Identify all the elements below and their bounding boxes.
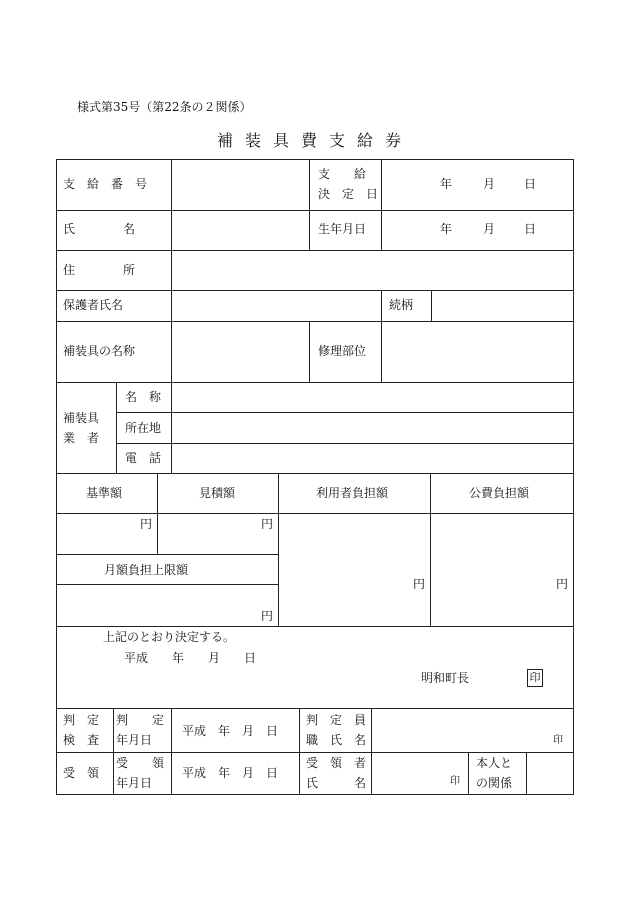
- support-number-field[interactable]: [172, 160, 309, 210]
- col-estimate-amount: 見積額: [199, 486, 236, 500]
- label-guardian-name: 保護者氏名: [63, 298, 124, 312]
- vendor-name-field[interactable]: [172, 383, 573, 412]
- decision-day-unit: 日: [524, 177, 537, 191]
- col-divider: [113, 708, 114, 794]
- standard-yen-unit: 円: [140, 517, 153, 531]
- label-monthly-cap: 月額負担上限額: [104, 563, 189, 577]
- monthly-cap-field[interactable]: [57, 585, 278, 626]
- decision-statement: 上記のとおり決定する。: [103, 630, 236, 644]
- public-share-field[interactable]: [431, 514, 573, 626]
- form-number-label: 様式第35号（第22条の２関係）: [77, 100, 252, 114]
- label-vendor-1: 補装具: [63, 411, 100, 425]
- row-divider: [56, 210, 574, 211]
- label-birthdate: 生年月日: [318, 222, 367, 236]
- label-judge-date-1: 判 定: [116, 713, 165, 727]
- relationship-field[interactable]: [432, 291, 573, 321]
- label-repair-part: 修理部位: [318, 344, 367, 358]
- monthly-cap-yen-unit: 円: [261, 609, 274, 623]
- col-divider: [309, 159, 310, 250]
- col-divider: [309, 321, 310, 382]
- border-top: [56, 159, 574, 160]
- label-vendor-location: 所在地: [125, 421, 162, 435]
- estimate-amount-field[interactable]: [158, 514, 278, 554]
- repair-part-field[interactable]: [382, 322, 573, 382]
- label-judge-1: 判 定: [63, 713, 100, 727]
- col-divider: [381, 290, 382, 321]
- border-right: [573, 159, 574, 795]
- page-title: 補装具費支給券: [216, 131, 413, 150]
- label-receipt: 受 領: [63, 766, 100, 780]
- estimate-yen-unit: 円: [261, 517, 274, 531]
- decision-date: 平成 年 月 日: [124, 651, 257, 665]
- label-judge-2: 検 査: [63, 733, 100, 747]
- user-share-yen-unit: 円: [413, 577, 426, 591]
- row-divider: [56, 752, 574, 753]
- row-divider: [56, 554, 278, 555]
- label-receipt-date-2: 年月日: [116, 776, 153, 790]
- label-judge-date-2: 年月日: [116, 733, 153, 747]
- label-address: 住 所: [63, 263, 136, 277]
- col-user-share-amount: 利用者負担額: [316, 486, 389, 500]
- birth-day-unit: 日: [524, 222, 537, 236]
- row-divider: [56, 473, 574, 474]
- birth-year-unit: 年: [440, 222, 453, 236]
- receipt-date: 平成 年 月 日: [182, 766, 279, 780]
- birth-month-unit: 月: [483, 222, 496, 236]
- label-relationship: 続柄: [389, 298, 414, 312]
- receiver-seal-mark: 印: [450, 776, 460, 787]
- row-divider: [56, 626, 574, 627]
- col-standard-amount: 基準額: [86, 486, 123, 500]
- address-field[interactable]: [172, 251, 573, 290]
- judge-staff-field[interactable]: [372, 709, 573, 752]
- col-public-share-amount: 公費負担額: [469, 486, 530, 500]
- label-device-name: 補装具の名称: [63, 344, 136, 358]
- vendor-location-field[interactable]: [172, 413, 573, 443]
- border-left: [56, 159, 57, 795]
- col-divider: [116, 382, 117, 473]
- vendor-phone-field[interactable]: [172, 444, 573, 473]
- label-relation-to-person-2: の関係: [476, 776, 513, 790]
- judge-date: 平成 年 月 日: [182, 724, 279, 738]
- label-vendor-phone: 電 話: [125, 451, 162, 465]
- col-divider: [468, 752, 469, 794]
- col-divider: [299, 708, 300, 794]
- mayor-seal: 印: [527, 669, 543, 687]
- label-judge-staff-1: 判 定 員: [306, 713, 367, 727]
- border-bottom: [56, 794, 574, 795]
- decision-year-unit: 年: [440, 177, 453, 191]
- voucher-form-table: [56, 159, 574, 795]
- col-divider: [171, 708, 172, 794]
- mayor-title: 明和町長: [421, 671, 470, 685]
- label-vendor-2: 業 者: [63, 431, 100, 445]
- relation-to-person-field[interactable]: [527, 753, 573, 794]
- col-divider: [381, 159, 382, 250]
- label-support-number: 支 給 番 号: [63, 177, 148, 191]
- label-vendor-name: 名 称: [125, 390, 162, 404]
- device-name-field[interactable]: [172, 322, 309, 382]
- label-decision-date-2: 決 定 日: [318, 187, 379, 201]
- label-decision-date-1: 支 給: [318, 167, 367, 181]
- label-relation-to-person-1: 本人と: [476, 756, 513, 770]
- public-share-yen-unit: 円: [556, 577, 569, 591]
- decision-month-unit: 月: [483, 177, 496, 191]
- label-receipt-date-1: 受 領: [116, 756, 165, 770]
- label-judge-staff-2: 職 氏 名: [306, 733, 367, 747]
- user-share-field[interactable]: [279, 514, 430, 626]
- label-receiver-1: 受 領 者: [306, 756, 367, 770]
- label-receiver-2: 氏 名: [306, 776, 367, 790]
- judge-staff-seal-mark: 印: [553, 735, 563, 746]
- name-field[interactable]: [172, 211, 309, 250]
- guardian-name-field[interactable]: [172, 291, 381, 321]
- label-name: 氏 名: [63, 222, 136, 236]
